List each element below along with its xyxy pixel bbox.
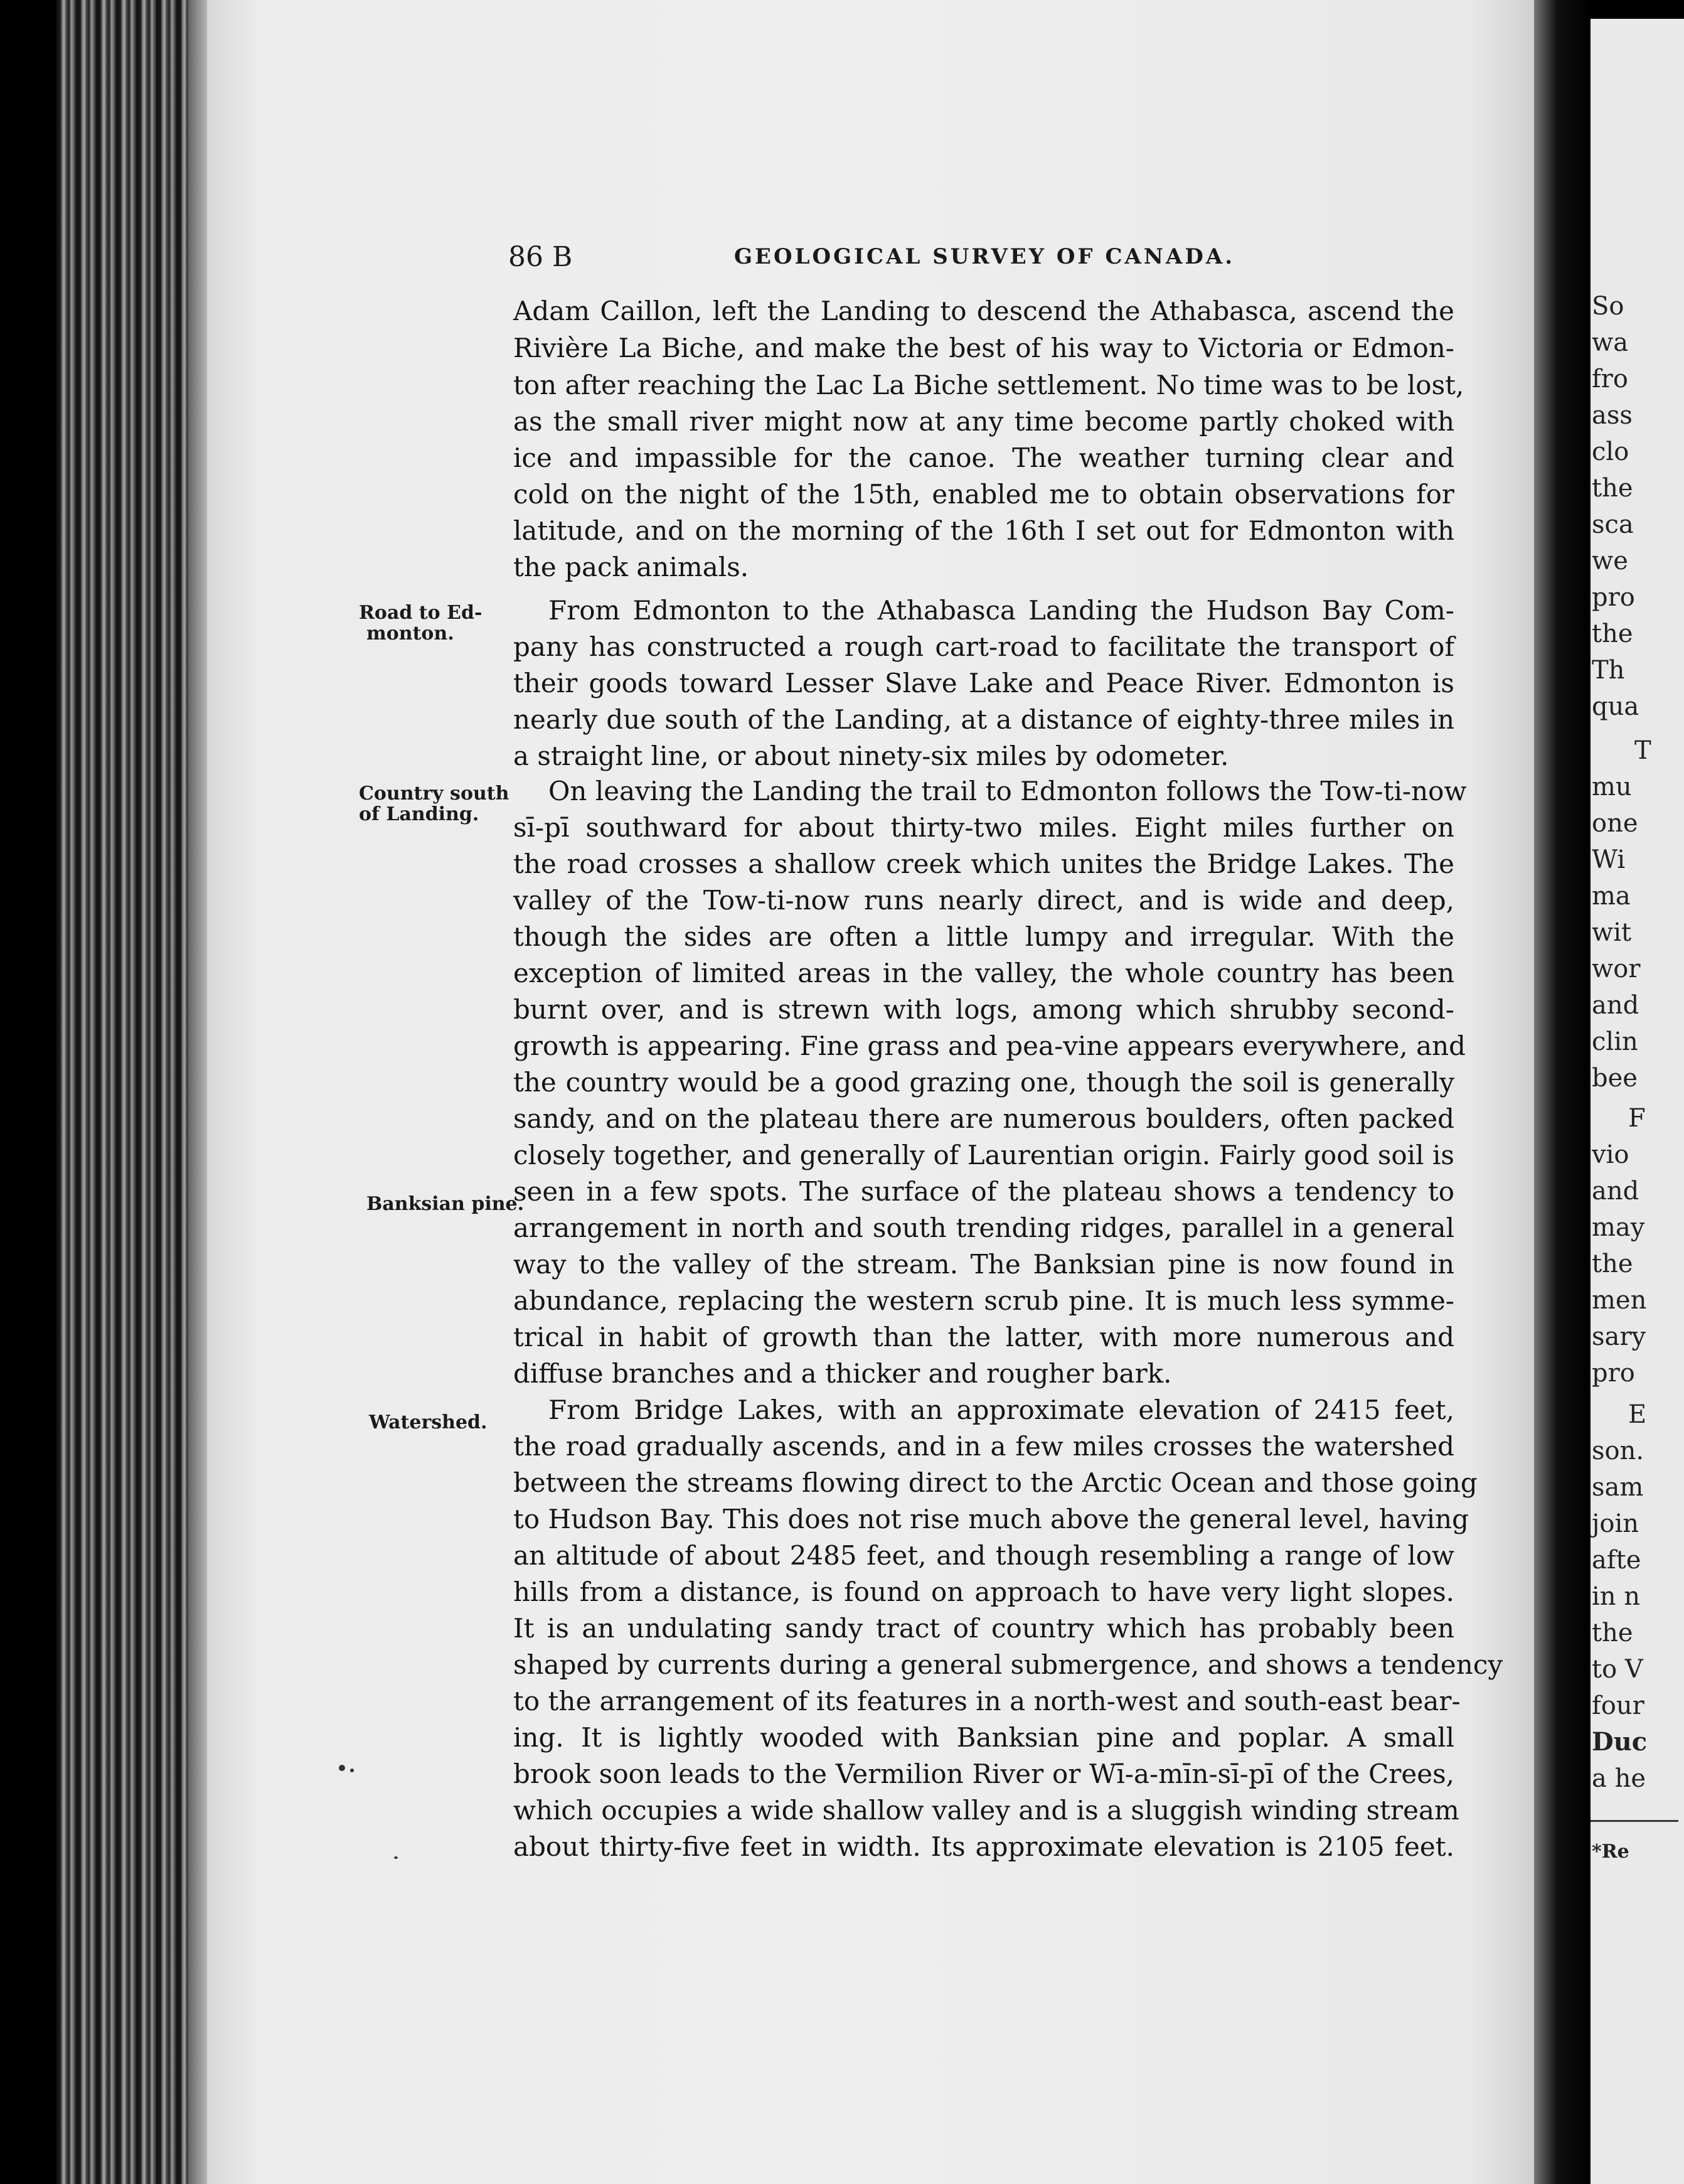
facing-line: mu: [1592, 773, 1632, 801]
body-line: growth is appearing. Fine grass and pea-vine appears everywhere, and: [513, 1030, 1466, 1061]
facing-line: qua: [1592, 692, 1639, 721]
body-line: abundance, replacing the western scrub pine. It is much less symme-: [513, 1285, 1454, 1316]
body-line: diffuse branches and a thicker and rougher bark.: [513, 1358, 1172, 1389]
facing-page: [1591, 0, 1684, 2184]
facing-line: ma: [1592, 882, 1631, 911]
facing-line: vio: [1592, 1140, 1629, 1169]
facing-line: bee: [1592, 1064, 1638, 1093]
facing-line: may: [1592, 1213, 1645, 1242]
scan-speck: [394, 1856, 398, 1859]
body-line: On leaving the Landing the trail to Edmonton follows the Tow-ti-now: [548, 776, 1467, 806]
margin-note-banksian-pine: [366, 1194, 524, 1214]
body-line: their goods toward Lesser Slave Lake and Peace River. Edmonton is: [513, 668, 1454, 699]
facing-line: afte: [1592, 1546, 1641, 1575]
facing-line: wa: [1592, 328, 1629, 357]
facing-line: sary: [1592, 1322, 1646, 1351]
margin-note-line: Watershed.: [369, 1411, 488, 1433]
facing-line: the: [1592, 474, 1633, 503]
margin-note-line: Banksian pine.: [366, 1193, 525, 1215]
body-line: the country would be a good grazing one, though the soil is generally: [513, 1067, 1454, 1098]
facing-line: the: [1592, 1250, 1633, 1278]
facing-line: wit: [1592, 918, 1632, 947]
body-line: Rivière La Biche, and make the best of his way to Victoria or Edmon-: [513, 333, 1454, 363]
running-title: GEOLOGICAL SURVEY OF CANADA.: [734, 244, 1235, 269]
facing-line: sam: [1592, 1473, 1644, 1502]
body-line: as the small river might now at any time become partly choked with: [513, 406, 1454, 437]
body-line: It is an undulating sandy tract of country which has probably been: [513, 1613, 1454, 1644]
scan-speck: [339, 1765, 345, 1771]
facing-line: a he: [1592, 1764, 1646, 1793]
facing-line: clo: [1592, 437, 1629, 466]
facing-line: Duc: [1592, 1727, 1648, 1757]
body-line: the road crosses a shallow creek which unites the Bridge Lakes. The: [513, 848, 1454, 879]
body-line: a straight line, or about ninety-six miles by odometer.: [513, 741, 1229, 771]
facing-line: one: [1592, 809, 1638, 838]
body-line: which occupies a wide shallow valley and is a sluggish winding stream: [513, 1795, 1459, 1826]
body-line: Adam Caillon, left the Landing to descend the Athabasca, ascend the: [513, 296, 1454, 326]
facing-line: and: [1592, 991, 1639, 1020]
facing-line: T: [1634, 736, 1651, 765]
body-line: From Edmonton to the Athabasca Landing the Hudson Bay Com-: [548, 595, 1454, 626]
facing-line: in n: [1592, 1582, 1641, 1611]
body-line: sī-pī southward for about thirty-two miles. Eight miles further on: [513, 812, 1454, 843]
margin-note-country-south: [359, 783, 509, 825]
body-line: though the sides are often a little lumpy and irregular. With the: [513, 921, 1454, 952]
body-line: way to the valley of the stream. The Banksian pine is now found in: [513, 1249, 1454, 1280]
page-stack-edges: [56, 0, 201, 2184]
body-line: exception of limited areas in the valley, the whole country has been: [513, 958, 1454, 988]
body-line: From Bridge Lakes, with an approximate elevation of 2415 feet,: [548, 1394, 1454, 1425]
body-line: burnt over, and is strewn with logs, among which shrubby second-: [513, 994, 1454, 1025]
facing-line: pro: [1592, 583, 1635, 612]
facing-line: sca: [1592, 510, 1634, 539]
facing-line: we: [1592, 547, 1628, 575]
body-line: an altitude of about 2485 feet, and though resembling a range of low: [513, 1540, 1454, 1571]
body-line: ing. It is lightly wooded with Banksian pine and poplar. A small: [513, 1722, 1454, 1753]
body-line: seen in a few spots. The surface of the plateau shows a tendency to: [513, 1176, 1454, 1207]
facing-line: and: [1592, 1177, 1639, 1206]
body-line: latitude, and on the morning of the 16th I set out for Edmonton with: [513, 515, 1454, 546]
facing-footnote: *Re: [1592, 1841, 1629, 1863]
facing-line: pro: [1592, 1359, 1635, 1388]
facing-line: So: [1592, 292, 1624, 321]
body-line: cold on the night of the 15th, enabled me to obtain observations for: [513, 479, 1454, 510]
body-line: the road gradually ascends, and in a few miles crosses the watershed: [513, 1431, 1454, 1462]
body-line: nearly due south of the Landing, at a distance of eighty-three miles in: [513, 704, 1454, 735]
facing-line: ass: [1592, 401, 1633, 430]
body-line: ton after reaching the Lac La Biche settlement. No time was to be lost,: [513, 370, 1464, 400]
facing-line: join: [1592, 1509, 1639, 1538]
body-line: pany has constructed a rough cart-road to facilitate the transport of: [513, 631, 1454, 662]
margin-note-line: Road to Ed-: [359, 602, 482, 624]
facing-line: the: [1592, 1619, 1633, 1647]
margin-note-line: monton.: [366, 623, 454, 645]
scan-border: [1591, 0, 1684, 19]
page-number: 86 B: [508, 241, 573, 273]
facing-line: to V: [1592, 1655, 1643, 1684]
footnote-rule: [1591, 1820, 1678, 1822]
facing-line: the: [1592, 619, 1633, 648]
facing-line: Wi: [1592, 845, 1626, 874]
scan-speck: [350, 1769, 354, 1772]
margin-note-road-to-edmonton: [359, 602, 482, 644]
facing-line: clin: [1592, 1027, 1638, 1056]
body-line: trical in habit of growth than the latter, with more numerous and: [513, 1322, 1454, 1352]
body-line: the pack animals.: [513, 552, 749, 582]
body-line: to Hudson Bay. This does not rise much above the general level, having: [513, 1504, 1469, 1534]
facing-line: Th: [1592, 656, 1625, 685]
facing-line: men: [1592, 1286, 1647, 1315]
facing-line: E: [1628, 1400, 1647, 1429]
facing-line: fro: [1592, 365, 1629, 393]
body-line: closely together, and generally of Laurentian origin. Fairly good soil is: [513, 1140, 1454, 1170]
body-line: ice and impassible for the canoe. The weather turning clear and: [513, 442, 1454, 473]
body-line: hills from a distance, is found on approach to have very light slopes.: [513, 1576, 1454, 1607]
margin-note-line: of Landing.: [359, 803, 479, 825]
body-line: valley of the Tow-ti-now runs nearly direct, and is wide and deep,: [513, 885, 1454, 916]
body-line: shaped by currents during a general submergence, and shows a tendency: [513, 1649, 1503, 1680]
body-line: about thirty-five feet in width. Its approximate elevation is 2105 feet.: [513, 1831, 1454, 1862]
body-line: to the arrangement of its features in a north-west and south-east bear-: [513, 1686, 1461, 1716]
book-gutter: [1534, 0, 1591, 2184]
body-line: arrangement in north and south trending ridges, parallel in a general: [513, 1212, 1454, 1243]
facing-line: son.: [1592, 1437, 1644, 1465]
facing-line: four: [1592, 1691, 1644, 1720]
facing-line: wor: [1592, 955, 1641, 983]
facing-line: F: [1628, 1104, 1646, 1133]
body-line: between the streams flowing direct to the Arctic Ocean and those going: [513, 1467, 1478, 1498]
body-line: brook soon leads to the Vermilion River or Wī-a-mīn-sī-pī of the Crees,: [513, 1758, 1454, 1789]
margin-note-watershed: [369, 1412, 487, 1433]
body-line: sandy, and on the plateau there are numerous boulders, often packed: [513, 1103, 1454, 1134]
margin-note-line: Country south: [359, 783, 509, 805]
